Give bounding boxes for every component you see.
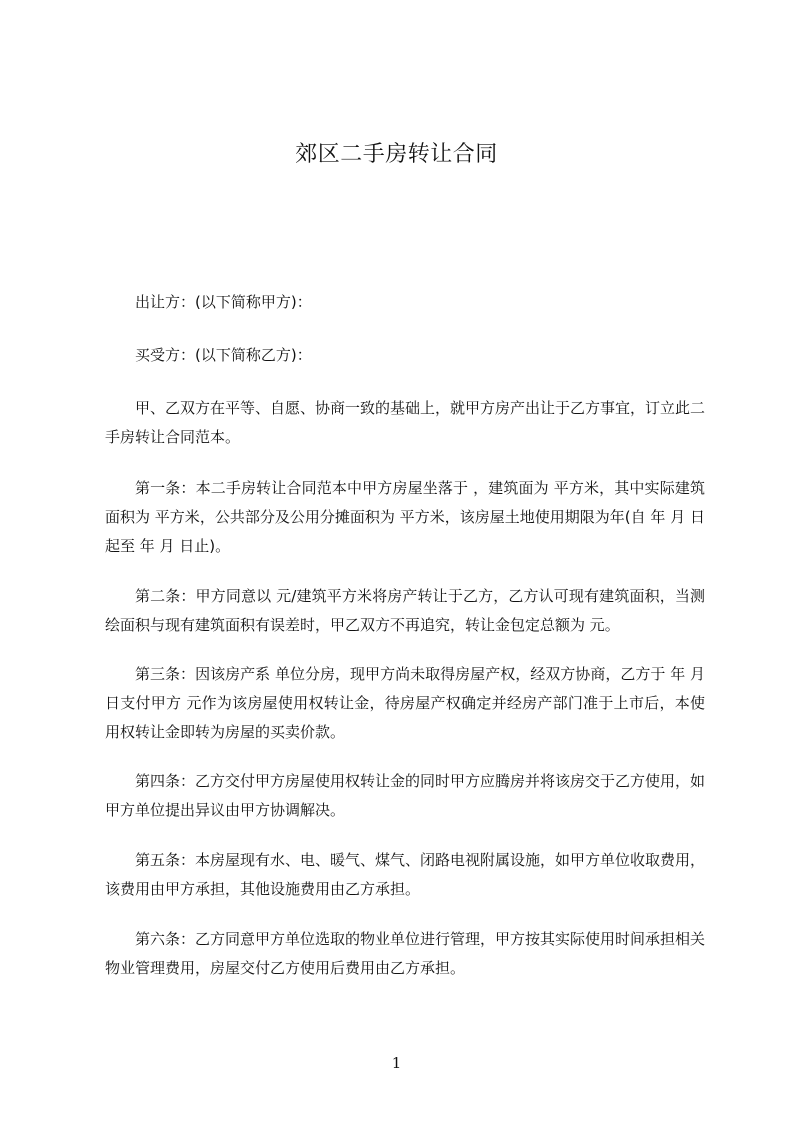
paragraph-article-1: 第一条：本二手房转让合同范本中甲方房屋坐落于 ，建筑面为 平方米，其中实际建筑面积为 平方米，公共部分及公用分摊面积为 平方米，该房屋土地使用期限为年(自 年 月 日起至 年 月 日止)。	[105, 479, 705, 555]
paragraph-article-4: 第四条：乙方交付甲方房屋使用权转让金的同时甲方应腾房并将该房交于乙方使用，如甲方单位提出异议由甲方协调解决。	[105, 772, 706, 819]
paragraph-article-6: 第六条：乙方同意甲方单位选取的物业单位进行管理，甲方按其实际使用时间承担相关物业管理费用，房屋交付乙方使用后费用由乙方承担。	[105, 930, 706, 977]
paragraph-buyer: 买受方：(以下简称乙方)：	[135, 346, 312, 364]
paragraph-seller: 出让方：(以下简称甲方)：	[135, 293, 312, 311]
paragraph-article-5: 第五条：本房屋现有水、电、暖气、煤气、闭路电视附属设施，如甲方单位收取费用，该费用由甲方承担，其他设施费用由乙方承担。	[105, 851, 706, 898]
paragraph-article-3: 第三条：因该房产系 单位分房，现甲方尚未取得房屋产权，经双方协商，乙方于 年 月 日支付甲方 元作为该房屋使用权转让金，待房屋产权确定并经房产部门准于上市后，本使用权转让金即转为房屋的买卖价款。	[105, 665, 705, 741]
paragraph-preamble: 甲、乙双方在平等、自愿、协商一致的基础上，就甲方房产出让于乙方事宜，订立此二手房转让合同范本。	[105, 399, 706, 446]
document-title: 郊区二手房转让合同	[295, 142, 498, 167]
page-number: 1	[391, 1054, 402, 1072]
paragraph-article-2: 第二条：甲方同意以 元/建筑平方米将房产转让于乙方，乙方认可现有建筑面积，当测绘面积与现有建筑面积有误差时，甲乙双方不再追究，转让金包定总额为 元。	[105, 587, 705, 634]
